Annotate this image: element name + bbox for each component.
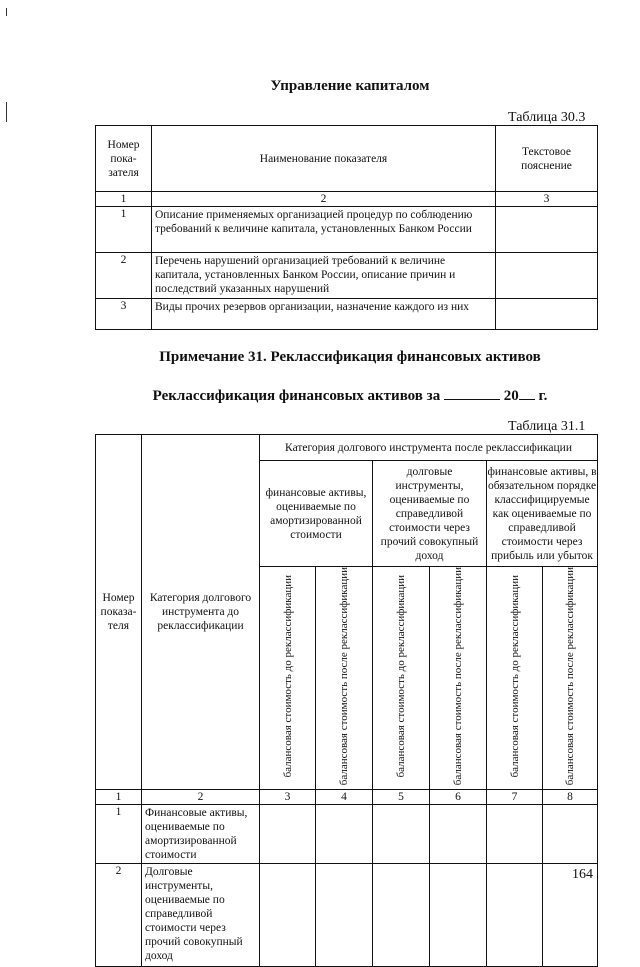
table-row: [96, 299, 598, 330]
row-name: Перечень нарушений организацией требований к величине капитала, установленных Банком России, описание причин и последствий указанных нарушений: [152, 253, 496, 299]
header-category-after: Категория долгового инструмента после реклассификации: [260, 435, 598, 461]
subheader-after: балансовая стоимость после реклассификации: [543, 567, 598, 790]
subtitle-prefix: Реклассификация финансовых активов за: [152, 388, 441, 404]
value-cell[interactable]: [543, 805, 598, 864]
group-amortized-cost: финансовые активы, оцениваемые по амортизированной стоимости: [260, 461, 373, 567]
subtitle-reclassification: [0, 386, 640, 405]
row-name: Финансовые активы, оцениваемые по амортизированной стоимости: [142, 805, 260, 864]
scan-edge-mark: [6, 102, 7, 122]
table-caption-30-3: Таблица 30.3: [508, 110, 586, 125]
col-number: 5: [373, 790, 430, 805]
header-name: Наименование показателя: [152, 126, 496, 192]
subheader-before: балансовая стоимость до реклассификации: [487, 567, 543, 790]
col-number: 8: [543, 790, 598, 805]
header-number: Номер пока-зателя: [96, 126, 152, 192]
col-number: 7: [487, 790, 543, 805]
col-number: 2: [152, 192, 496, 207]
page-number: 164: [572, 867, 593, 882]
header-note: Текстовое пояснение: [496, 126, 598, 192]
subheader-before: балансовая стоимость до реклассификации: [373, 567, 430, 790]
section-title-note31: Примечание 31. Реклассификация финансовых активов: [159, 349, 541, 365]
row-name: Долговые инструменты, оцениваемые по справедливой стоимости через прочий совокупный доход: [142, 864, 260, 967]
col-number: 3: [260, 790, 316, 805]
table-row: [96, 207, 598, 253]
col-number: 3: [496, 192, 598, 207]
value-cell[interactable]: [260, 805, 316, 864]
value-cell[interactable]: [316, 864, 373, 967]
value-cell[interactable]: [430, 805, 487, 864]
col-number: 2: [142, 790, 260, 805]
table-row: [96, 864, 598, 967]
row-number: 1: [96, 805, 142, 864]
row-note[interactable]: [496, 253, 598, 299]
value-cell[interactable]: [260, 864, 316, 967]
section-title-capital: Управление капиталом: [270, 78, 430, 94]
group-fvtpl: финансовые активы, в обязательном порядке классифицируемые как оцениваемые по справедливой стоимости через прибыль или убыток: [487, 461, 598, 567]
header-category-before: Категория долгового инструмента до реклассификации: [142, 435, 260, 790]
value-cell[interactable]: [373, 864, 430, 967]
group-fvoci: долговые инструменты, оцениваемые по справедливой стоимости через прочий совокупный доход: [373, 461, 487, 567]
col-number: 6: [430, 790, 487, 805]
subheader-before: балансовая стоимость до реклассификации: [260, 567, 316, 790]
subtitle-year: 20: [503, 388, 519, 404]
capital-table: [95, 125, 598, 330]
col-number: 4: [316, 790, 373, 805]
date-blank[interactable]: [444, 386, 500, 400]
row-note[interactable]: [496, 299, 598, 330]
row-number: 3: [96, 299, 152, 330]
row-number: 2: [96, 864, 142, 967]
table-row: [96, 253, 598, 299]
year-blank[interactable]: [519, 386, 535, 400]
value-cell[interactable]: [373, 805, 430, 864]
value-cell[interactable]: [430, 864, 487, 967]
row-name: Виды прочих резервов организации, назначение каждого из них: [152, 299, 496, 330]
table-caption-31-1: Таблица 31.1: [508, 419, 586, 434]
header-number: Номер показа-теля: [96, 435, 142, 790]
value-cell[interactable]: [487, 805, 543, 864]
col-number: 1: [96, 790, 142, 805]
value-cell[interactable]: [316, 805, 373, 864]
subheader-after: балансовая стоимость после реклассификации: [316, 567, 373, 790]
row-number: 2: [96, 253, 152, 299]
value-cell[interactable]: [487, 864, 543, 967]
col-number: 1: [96, 192, 152, 207]
row-number: 1: [96, 207, 152, 253]
row-name: Описание применяемых организацией процедур по соблюдению требований к величине капитала, установленных Банком России: [152, 207, 496, 253]
scan-edge-mark: [6, 8, 7, 16]
subheader-after: балансовая стоимость после реклассификации: [430, 567, 487, 790]
reclassification-table: [95, 434, 598, 967]
table-row: [96, 805, 598, 864]
row-note[interactable]: [496, 207, 598, 253]
subtitle-suffix: г.: [538, 388, 548, 404]
